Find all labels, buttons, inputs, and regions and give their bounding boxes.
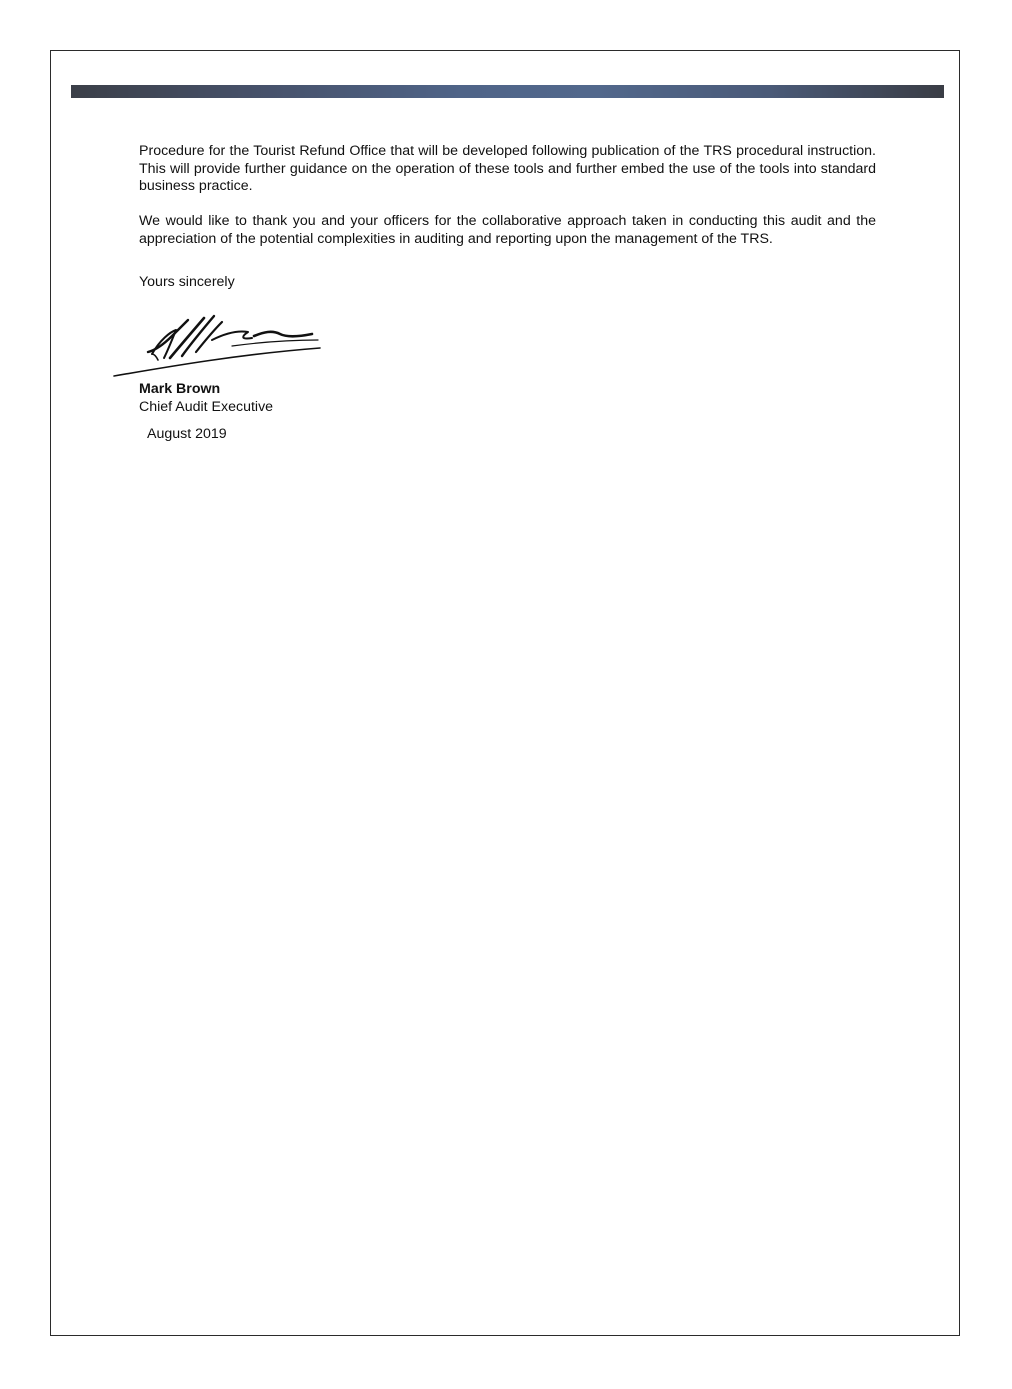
signer-title: Chief Audit Executive (139, 399, 274, 415)
body-paragraph-thanks: We would like to thank you and your officers for the collaborative approach taken in conducting this audit and the appreciation of the potential complexities in auditing and reporting upon the management of the TRS. (139, 213, 876, 247)
letter-date: August 2019 (147, 426, 227, 442)
handwritten-signature (112, 310, 327, 378)
header-band (71, 85, 944, 98)
body-paragraph-procedure: Procedure for the Tourist Refund Office that will be developed following publication of the TRS procedural instruction. This will provide further guidance on the operation of these tools and further embed the use of the tools into standard business practice. (139, 143, 876, 194)
signer-name: Mark Brown (139, 381, 221, 397)
closing-salutation: Yours sincerely (139, 274, 235, 290)
